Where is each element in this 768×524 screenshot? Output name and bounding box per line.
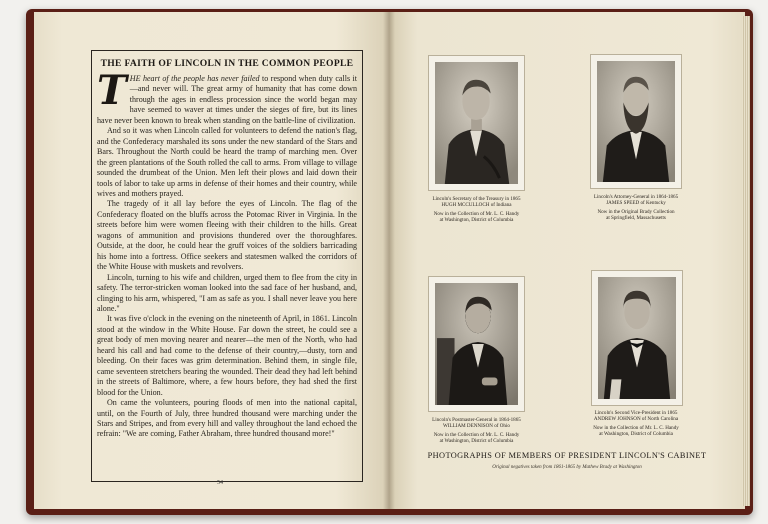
first-italic: HE heart of the people has never failed <box>129 74 260 83</box>
caption-name: HUGH MCCULLOCH of Indiana <box>441 202 512 209</box>
caption-line: Lincoln's Attorney-General in 1864-1865 <box>593 194 679 200</box>
chapter-heading: THE FAITH OF LINCOLN IN THE COMMON PEOPLE <box>100 58 354 69</box>
portrait-johnson <box>591 270 683 406</box>
paragraph: It was five o'clock in the evening on the nineteenth of April, in 1861. Lincoln stood at the window in the White House. Far down the street, he could see a great body of men moving nearer and nearer—the men of the North, who had heard his call and had come to the defense of their country,—dusty, torn and bleeding. On their faces was grim determination. Behind them, in single file, came seventeen stretchers bearing the wounded. Their dead they had left behind in the streets of Baltimore, where, a few hours before, they had shed the first blood for the Union. <box>97 314 357 397</box>
paragraph: The tragedy of it all lay before the eyes of Lincoln. The flag of the Confederacy floated on the bluffs across the Potomac River in Virginia. In the streets before him were women fleeing with their children to the hills. Great wagons of ammunition and provisions thundered over the thoroughfares. Outside, at the door, he could hear the gruff voices of the soldiers barricading his home into a fortress. Office seekers and statesmen walked the corridors of the White House with muskets and revolvers. <box>97 199 357 272</box>
portrait-dennison <box>428 276 525 412</box>
caption-mcculloch <box>410 196 543 223</box>
paragraph: On came the volunteers, pouring floods of men into the national capital, until, on the Fourth of July, three hundred thousand were marching under the Stars and Stripes, and from every hill and valley throughout the land echoed the refrain: "We are coming, Father Abraham, three hundred thousand more!" <box>97 398 357 439</box>
portrait-speed <box>590 54 682 189</box>
caption-johnson <box>570 410 702 437</box>
page-number: 54 <box>217 480 223 486</box>
caption-line: at Washington, District of Columbia <box>599 430 673 437</box>
caption-line: Lincoln's Secretary of the Treasury in 1865 <box>432 196 521 202</box>
caption-line: Now in the Original Brady Collection <box>597 208 675 215</box>
portrait-mcculloch <box>428 55 525 191</box>
book-gutter <box>383 12 395 509</box>
caption-line: Lincoln's Second Vice-President in 1865 <box>594 410 678 416</box>
drop-cap: T <box>97 67 127 114</box>
caption-dennison <box>410 417 543 444</box>
body-text <box>97 67 358 440</box>
paragraph: And so it was when Lincoln called for volunteers to defend the nation's flag, and the Confederacy marshaled its sons under the new standard of the Stars and Bars. Throughout the North could be heard the tramp of marching men. Over the green plantations of the South rolled the call to arms. From village to village sounded the drumbeat of the Union. Men left their plows and laid down their tools of labor to take up arms in defense of their homes and their country, while wives and mothers prayed. <box>97 126 357 198</box>
paragraph: Lincoln, turning to his wife and children, urged them to flee from the city in safety. The terror-stricken woman looked into the sad face of her husband, and, clinging to his arm, whispered, "I am as safe as you. I shall never leave you here alone." <box>97 272 357 313</box>
portrait-image <box>435 62 518 184</box>
portrait-image <box>435 283 518 405</box>
first-rest: to respond when duty calls it—and never will. The great army of humanity that has come down through the ages in endless procession since the world began may have seemed to waver at times under the sieges of fire, but its lines have never been known to break when standing on the battle-line of civilization. <box>97 74 358 125</box>
caption-line: Now in the Collection of Mr. L. C. Handy <box>593 424 679 431</box>
portrait-image <box>598 277 676 399</box>
caption-line: Now in the Collection of Mr. L. C. Handy <box>433 210 520 217</box>
caption-line: Lincoln's Postmaster-General in 1864-1865 <box>432 417 521 423</box>
caption-line: Now in the Collection of Mr. L. C. Handy <box>433 431 520 438</box>
caption-line: at Springfield, Massachusetts <box>606 214 666 221</box>
cabinet-subheading: Original negatives taken from 1861-1865 by Mathew Brady at Washington <box>492 465 642 470</box>
caption-name: ANDREW JOHNSON of North Carolina <box>593 416 679 423</box>
caption-speed <box>570 194 702 221</box>
caption-name: JAMES SPEED of Kentucky <box>606 200 666 207</box>
portrait-image <box>597 61 675 182</box>
page-edges <box>742 16 750 506</box>
caption-name: WILLIAM DENNISON of Ohio <box>443 423 510 430</box>
first-paragraph <box>97 67 358 126</box>
caption-line: at Washington, District of Columbia <box>439 216 514 223</box>
caption-line: at Washington, District of Columbia <box>439 437 514 444</box>
cabinet-heading: PHOTOGRAPHS OF MEMBERS OF PRESIDENT LINCOLN'S CABINET <box>427 451 707 460</box>
